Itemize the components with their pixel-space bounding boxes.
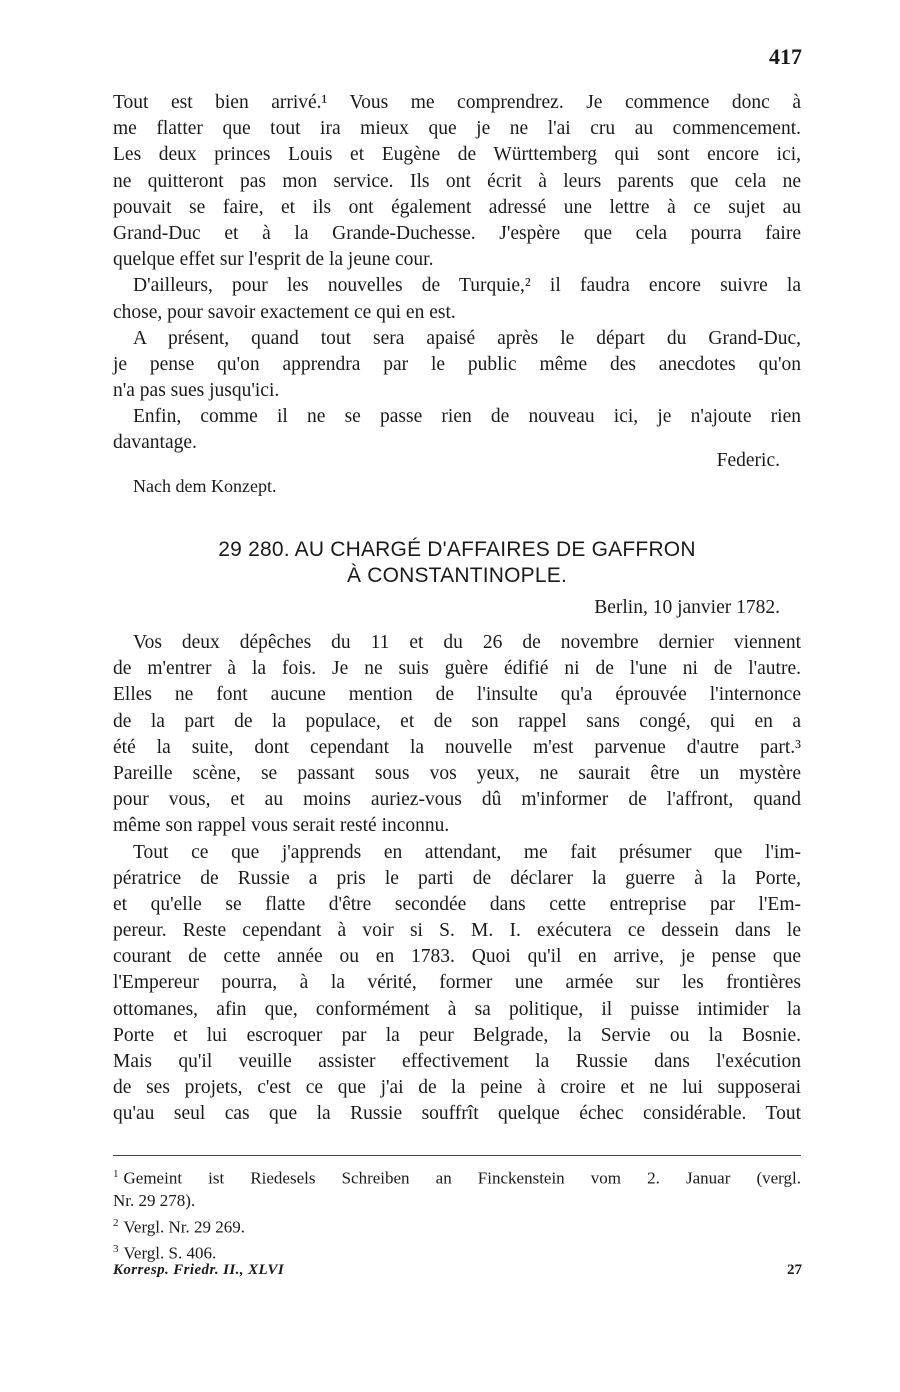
signature-number: 27	[787, 1262, 802, 1278]
text-line: été la suite, dont cependant la nouvelle m'est parvenue d'autre part.³	[113, 736, 801, 758]
footnote-text: Vergl. S. 406.	[123, 1243, 217, 1263]
signature-mark: Korresp. Friedr. II., XLVI	[113, 1262, 285, 1278]
place-date: Berlin, 10 janvier 1782.	[594, 597, 780, 618]
footnote-text: Gemeint ist Riedesels Schreiben an Finckenstein vom 2. Januar (vergl.	[123, 1168, 801, 1188]
text-line: qu'au seul cas que la Russie souffrît quelque échec considérable. Tout	[113, 1103, 801, 1125]
text-line: Les deux princes Louis et Eugène de Württemberg qui sont encore ici,	[113, 144, 801, 166]
text-line: pereur. Reste cependant à voir si S. M. I. exécutera ce dessein dans le	[113, 920, 801, 942]
text-line: Tout est bien arrivé.¹ Vous me comprendrez. Je commence donc à	[113, 92, 801, 113]
text-line: Enfin, comme il ne se passe rien de nouveau ici, je n'ajoute rien	[133, 406, 801, 428]
text-line: Tout ce que j'apprends en attendant, me fait présumer que l'im-	[133, 841, 801, 863]
text-line: n'a pas sues jusqu'ici.	[113, 380, 280, 402]
letter-body	[113, 630, 801, 1128]
footnote-line: Nr. 29 278).	[113, 1190, 196, 1210]
text-line: quelque effet sur l'esprit de la jeune cour.	[113, 249, 434, 271]
text-line: Mais qu'il veuille assister effectivement la Russie dans l'exécution	[113, 1051, 801, 1072]
footnote-mark: 2	[113, 1216, 119, 1229]
text-line: courant de cette année ou en 1783. Quoi qu'il en arrive, je pense que	[113, 946, 801, 968]
text-line: de m'entrer à la fois. Je ne suis guère édifié ni de l'une ni de l'autre.	[113, 658, 801, 680]
letter-continuation	[113, 90, 801, 457]
source-note: Nach dem Konzept.	[133, 476, 277, 496]
text-line: pour vous, et au moins auriez-vous dû m'informer de l'affront, quand	[113, 789, 801, 811]
text-line: je pense qu'on apprendra par le public même des anecdotes qu'on	[113, 353, 801, 375]
text-line: Pareille scène, se passant sous vos yeux, ne saurait être un mystère	[113, 762, 801, 784]
text-line: l'Empereur pourra, à la vérité, former une armée sur les frontières	[113, 972, 801, 994]
text-line: ne quitteront pas mon service. Ils ont écrit à leurs parents que cela ne	[113, 170, 801, 192]
text-line: de la part de la populace, et de son rappel sans congé, qui en a	[113, 710, 801, 732]
footnote-mark: 3	[113, 1243, 119, 1256]
document-title	[113, 537, 801, 589]
title-line: 29 280. AU CHARGÉ D'AFFAIRES DE GAFFRON	[218, 538, 696, 561]
footnote-line	[113, 1163, 801, 1190]
footnote-line	[113, 1238, 801, 1265]
footnote-divider	[113, 1155, 801, 1156]
text-line: chose, pour savoir exactement ce qui en est.	[113, 301, 456, 323]
footnote-text: Vergl. Nr. 29 269.	[123, 1217, 246, 1237]
text-line: D'ailleurs, pour les nouvelles de Turquie,² il faudra encore suivre la	[133, 275, 801, 297]
text-line: me flatter que tout ira mieux que je ne l'ai cru au commencement.	[113, 118, 801, 140]
text-line: Grand-Duc et à la Grande-Duchesse. J'espère que cela pourra faire	[113, 222, 801, 244]
signature: Federic.	[716, 450, 780, 471]
text-line: de ses projets, c'est ce que j'ai de la peine à croire et ne lui supposerai	[113, 1077, 801, 1099]
text-line: A présent, quand tout sera apaisé après le départ du Grand-Duc,	[133, 327, 801, 349]
text-line: même son rappel vous serait resté inconnu.	[113, 815, 450, 837]
footnotes	[113, 1163, 801, 1265]
title-line: À CONSTANTINOPLE.	[346, 564, 568, 587]
text-line: Elles ne font aucune mention de l'insulte qu'a éprouvée l'internonce	[113, 684, 801, 706]
text-line: davantage.	[113, 432, 197, 454]
text-line: pératrice de Russie a pris le parti de déclarer la guerre à la Porte,	[113, 867, 801, 889]
footnote-line	[113, 1212, 801, 1239]
text-line: ottomanes, afin que, conformément à sa politique, il puisse intimider la	[113, 998, 801, 1020]
text-line: Vos deux dépêches du 11 et du 26 de novembre dernier viennent	[133, 632, 801, 653]
page-number: 417	[769, 44, 802, 69]
text-line: pouvait se faire, et ils ont également adressé une lettre à ce sujet au	[113, 196, 801, 218]
text-line: et qu'elle se flatte d'être secondée dans cette entreprise par l'Em-	[113, 893, 801, 915]
text-line: Porte et lui escroquer par la peur Belgrade, la Servie ou la Bosnie.	[113, 1024, 801, 1046]
footnote-mark: 1	[113, 1168, 119, 1180]
